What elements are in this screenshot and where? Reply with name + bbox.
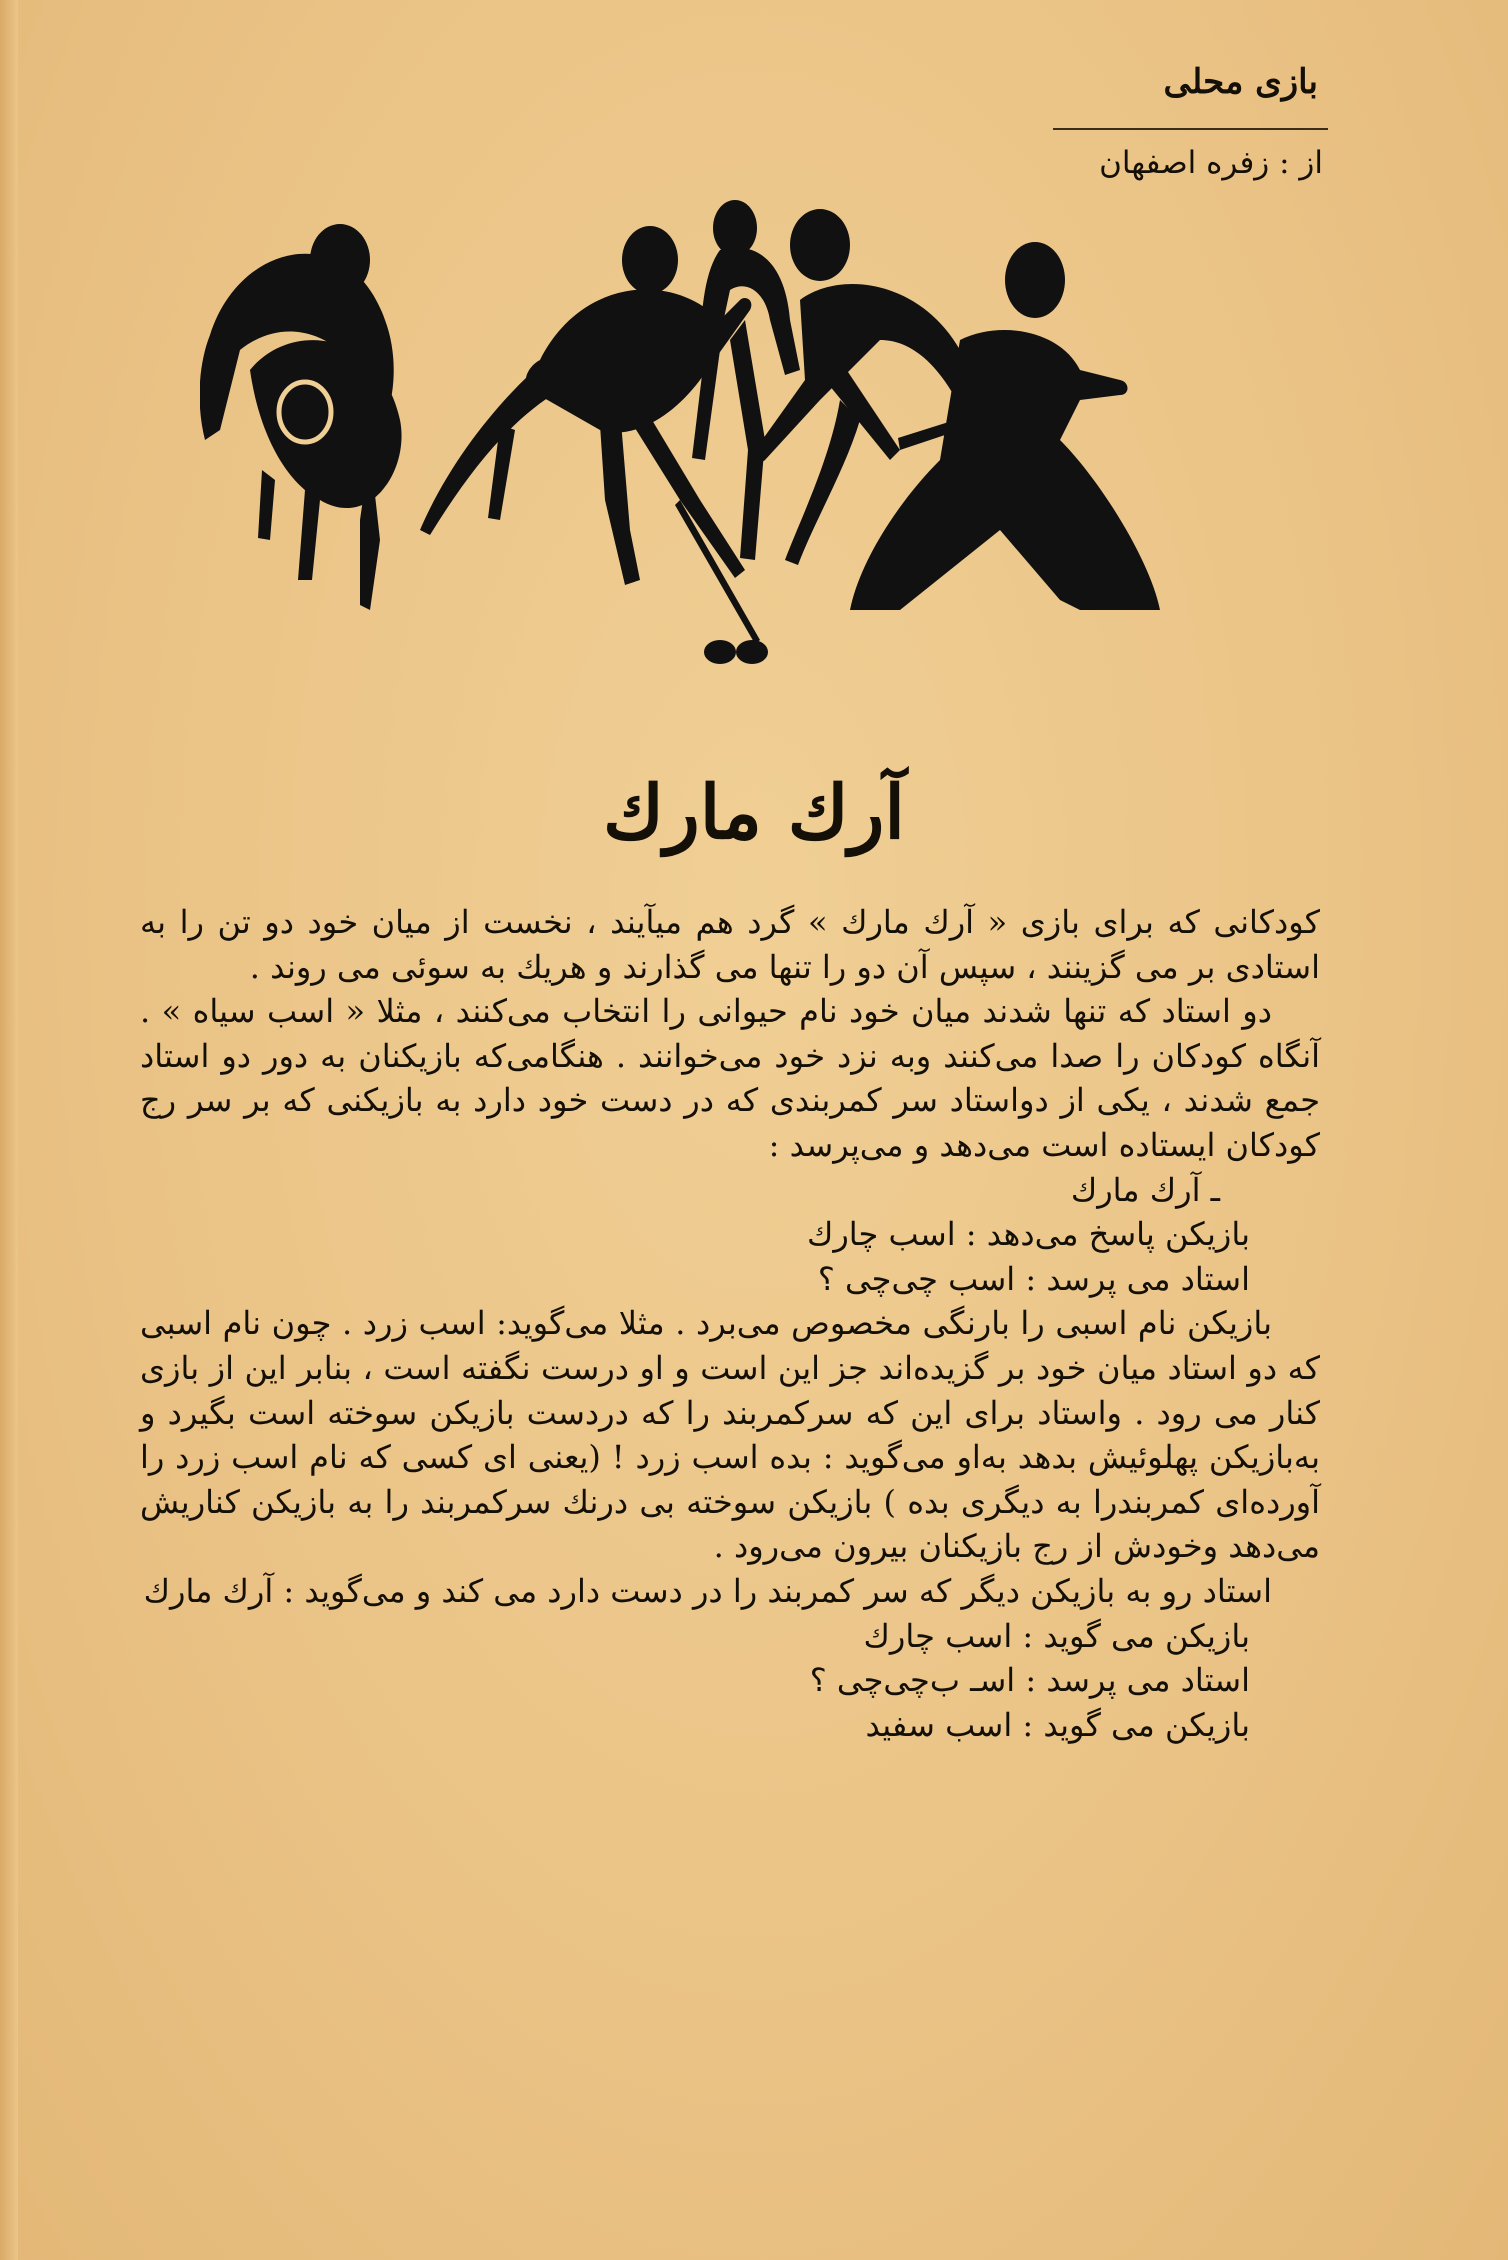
- page-edge-shadow: [0, 0, 18, 2260]
- header-divider: [1053, 128, 1328, 130]
- dialogue-line: استاد می پرسد : اسب چی‌چی ؟: [817, 1259, 1250, 1298]
- children-playing-illustration: [200, 200, 1250, 680]
- dialogue-line: بازیکن می گوید : اسب سفید: [865, 1705, 1250, 1744]
- dialogue-line: بازیکن پاسخ می‌دهد : اسب چارك: [806, 1215, 1250, 1254]
- paragraph: دو استاد که تنها شدند میان خود نام حیوانی را انتخاب می‌کنند ، مثلا « اسب سیاه » . آنگاه کودکان را صدا می‌کنند وبه نزد خود می‌خوانند . هنگامی‌که بازیکنان به دور دو استاد جمع شدند ، یکی از دواستاد سر کمربندی که در دست خود دارد به بازیکنی که بر سر رج کودکان ایستاده است می‌دهد و می‌پرسد :: [140, 992, 1320, 1164]
- figure-3: [692, 200, 800, 560]
- paragraph: استاد رو به بازیکن دیگر که سر کمربند را در دست دارد می کند و می‌گوید : آرك مارك: [143, 1571, 1272, 1610]
- article-title: آرك مارك: [603, 770, 905, 856]
- section-label: بازی محلی: [1163, 62, 1318, 102]
- paragraph: بازیکن نام اسبی را بارنگی مخصوص می‌برد . مثلا می‌گوید: اسب زرد . چون نام اسبی که دو استاد میان خود بر گزیده‌اند جز این است و او درست نگفته است ، بنابر این از بازی کنار می رود . واستاد برای این که سرکمربند را که دردست بازیکن سوخته است بگیرد و به‌بازیکن پهلوئیش بدهد به‌او می‌گوید : بده اسب زرد ! (یعنی ای کسی که نام اسب زرد را آورده‌ای کمربندرا به دیگری بده ) بازیکن سوخته بی درنك سرکمربند را به بازیکن کناریش می‌دهد وخودش از رج بازیکنان بیرون می‌رود .: [140, 1304, 1321, 1566]
- byline: از : زفره اصفهان: [1099, 145, 1323, 181]
- dialogue-line: بازیکن می گوید : اسب چارك: [863, 1616, 1250, 1655]
- article-body: [140, 900, 1320, 1747]
- dialogue-line: ـ آرك مارك: [1070, 1170, 1220, 1209]
- figure-1: [200, 224, 402, 610]
- paragraph: کودکانی که برای بازی « آرك مارك » گرد هم میآیند ، نخست از میان خود دو تن را به استادی بر می گزینند ، سپس آن دو را تنها می گذارند و هریك به سوئی می روند .: [140, 903, 1320, 986]
- dialogue-line: استاد می پرسد : اسـ ب‌چی‌چی ؟: [809, 1661, 1250, 1700]
